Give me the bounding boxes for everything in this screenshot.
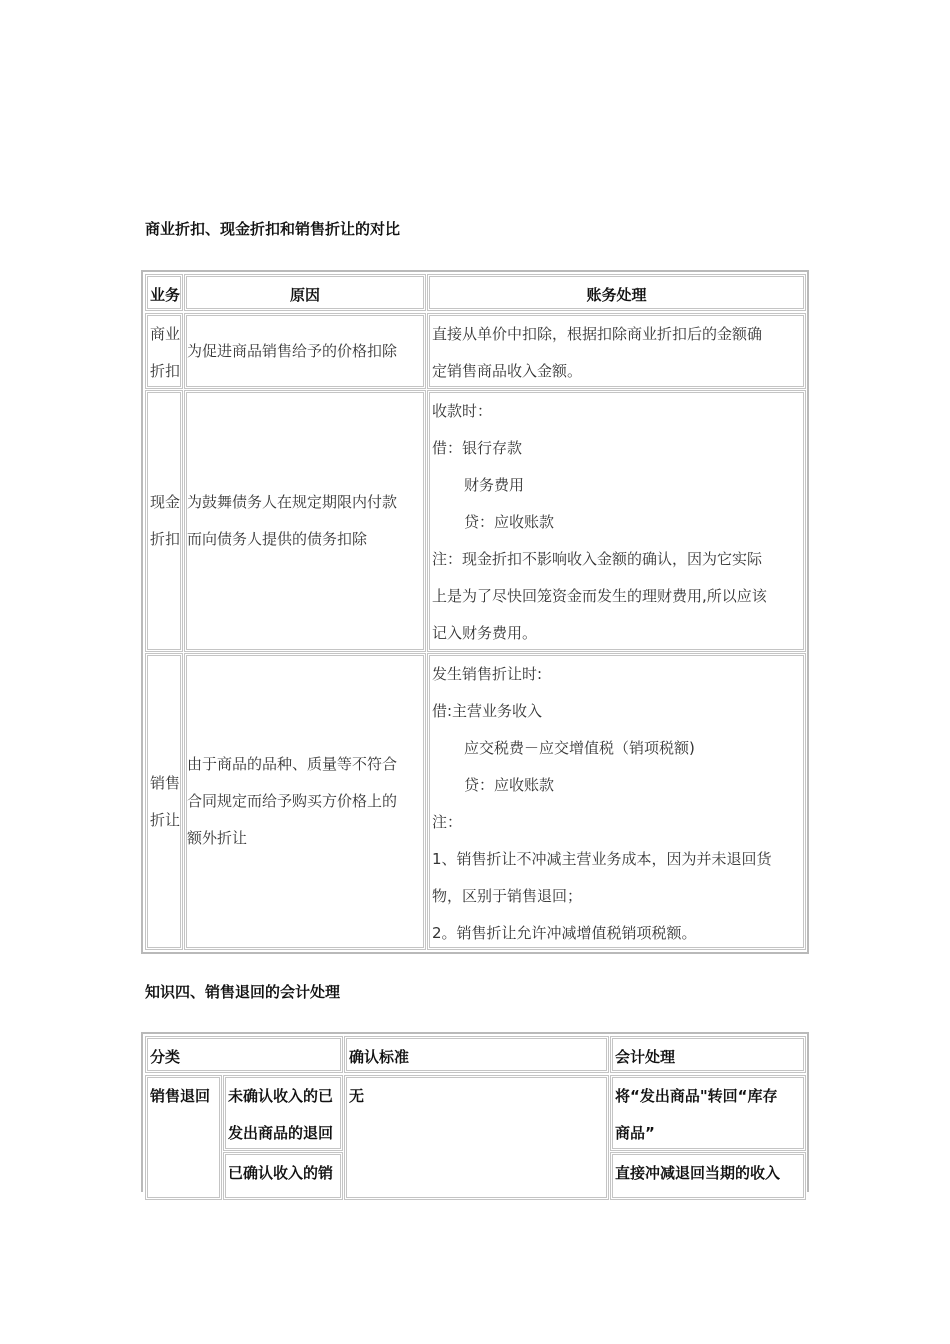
header-treatment-label: 账务处理	[586, 286, 647, 304]
table-row-treatment	[427, 390, 806, 652]
accounting-line: 将“发出商品"转回“库存	[615, 1087, 778, 1105]
category-label: 销售退回	[150, 1087, 211, 1105]
treatment-line: 借：银行存款	[432, 439, 523, 457]
reason-line: 额外折让	[187, 829, 248, 847]
category-cell	[145, 1075, 222, 1200]
header-category-label: 分类	[150, 1048, 181, 1066]
treatment-line: 定销售商品收入金额。	[432, 362, 583, 380]
header-business-label: 业务	[150, 286, 181, 304]
reason-line: 由于商品的品种、质量等不符合	[187, 755, 398, 773]
treatment-line: 借:主营业务收入	[432, 702, 543, 720]
subtype-line: 已确认收入的销	[228, 1164, 334, 1182]
table-row-reason	[184, 653, 426, 950]
section4-title: 知识四、销售退回的会计处理	[145, 983, 341, 1001]
treatment-line: 注：	[432, 813, 463, 831]
treatment-line: 物，区别于销售退回；	[432, 887, 583, 905]
reason-line: 为促进商品销售给予的价格扣除	[187, 341, 398, 360]
standard-cell	[344, 1075, 609, 1200]
treatment-line: 收款时：	[432, 402, 493, 420]
header-reason-label: 原因	[289, 286, 320, 304]
reason-line: 而向债务人提供的债务扣除	[187, 530, 368, 548]
table-row-treatment	[427, 653, 806, 950]
business-line: 折扣	[150, 530, 181, 548]
table-row-reason	[184, 390, 426, 652]
table-row-accounting	[610, 1075, 806, 1151]
header-accounting-label: 会计处理	[615, 1048, 676, 1066]
business-line: 折扣	[150, 362, 181, 380]
discount-comparison-table	[141, 270, 809, 954]
header-standard-label: 确认标准	[349, 1048, 410, 1066]
subtype-line: 发出商品的退回	[228, 1124, 334, 1142]
table-row-business	[145, 313, 183, 389]
table-row-subtype	[223, 1075, 343, 1151]
header-standard	[344, 1036, 609, 1073]
header-category	[145, 1036, 343, 1073]
treatment-line: 上是为了尽快回笼资金而发生的理财费用,所以应该	[432, 587, 767, 605]
table-row-reason	[184, 313, 426, 389]
accounting-line: 直接冲减退回当期的收入	[615, 1164, 781, 1182]
sales-return-table	[141, 1032, 809, 1192]
business-line: 销售	[150, 773, 181, 792]
header-reason	[184, 274, 426, 311]
table-row-business	[145, 390, 183, 652]
business-line: 折让	[150, 810, 181, 829]
business-line: 商业	[150, 325, 181, 343]
table-row-treatment	[427, 313, 806, 389]
table-row-subtype	[223, 1152, 343, 1200]
treatment-line: 记入财务费用。	[432, 624, 538, 642]
treatment-line: 直接从单价中扣除，根据扣除商业折扣后的金额确	[432, 325, 763, 343]
business-line: 现金	[150, 493, 181, 511]
table-row-business	[145, 653, 183, 950]
treatment-line: 发生销售折让时:	[432, 665, 543, 683]
treatment-line: 贷：应收账款	[464, 776, 555, 794]
header-business	[145, 274, 183, 311]
comparison-title: 商业折扣、现金折扣和销售折让的对比	[145, 220, 401, 238]
standard-value: 无	[349, 1087, 365, 1105]
treatment-line: 2。销售折让允许冲减增值税销项税额。	[432, 924, 697, 942]
treatment-line: 财务费用	[464, 476, 525, 494]
reason-line: 为鼓舞债务人在规定期限内付款	[187, 493, 398, 511]
header-treatment	[427, 274, 806, 311]
treatment-line: 1、销售折让不冲减主营业务成本，因为并未退回货	[432, 850, 772, 868]
subtype-line: 未确认收入的已	[228, 1087, 334, 1105]
header-accounting	[610, 1036, 806, 1073]
accounting-line: 商品”	[615, 1124, 655, 1142]
table-row-accounting	[610, 1152, 806, 1200]
treatment-line: 贷：应收账款	[464, 513, 555, 531]
reason-line: 合同规定而给予购买方价格上的	[187, 792, 398, 810]
treatment-line: 应交税费－应交增值税（销项税额)	[464, 739, 695, 757]
treatment-line: 注：现金折扣不影响收入金额的确认，因为它实际	[432, 550, 763, 568]
